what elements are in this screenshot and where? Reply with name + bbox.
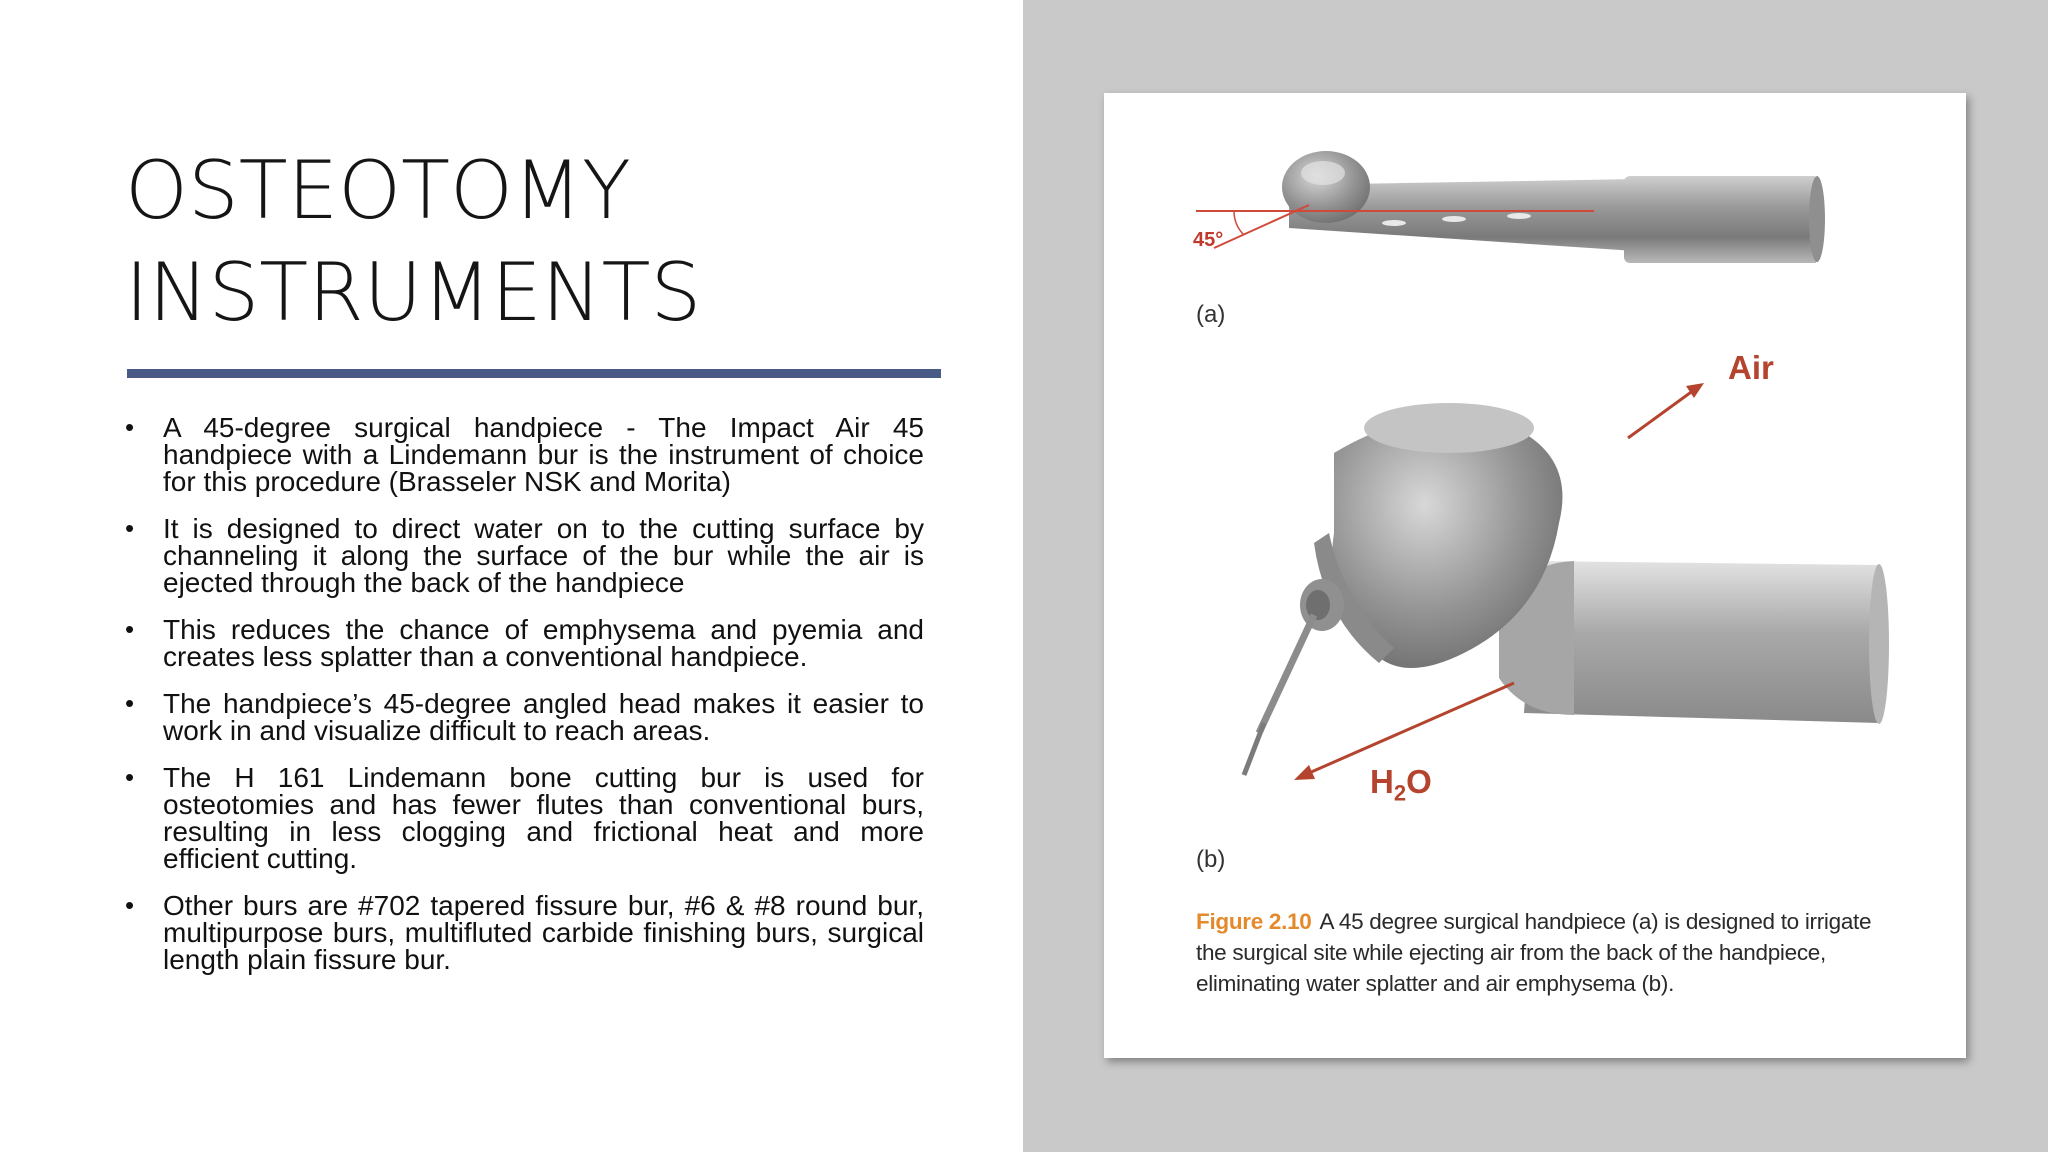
bullet-item [125,414,924,495]
figure-label-a: (a) [1196,301,1226,328]
title-line-1: OSTEOTOMY [125,144,631,237]
bullet-item [125,616,924,670]
bullet-marker: • [125,513,135,543]
bullet-text: Other burs are #702 tapered fissure bur, #6 & #8 round bur, multipurpose burs, multifluted carbide finishing burs, surgical length plain fissure bur. [163,890,924,975]
bullet-text: This reduces the chance of emphysema and pyemia and creates less splatter than a conventional handpiece. [163,614,924,672]
bullet-marker: • [125,688,135,718]
bullet-text: It is designed to direct water on to the cutting surface by channeling it along the surface of the bur while the air is ejected through the back of the handpiece [163,513,924,598]
bullet-marker: • [125,890,135,920]
figure-card [1104,93,1966,1058]
bullet-marker: • [125,762,135,792]
air-arrow [1628,383,1704,438]
figure-caption-text: A 45 degree surgical handpiece (a) is designed to irrigate the surgical site while ejecting air from the back of the handpiece, eliminating water splatter and air emphysema (b). [1196,909,1872,996]
bullet-list [125,414,924,993]
angle-label: 45° [1193,229,1224,251]
bullet-text: A 45-degree surgical handpiece - The Impact Air 45 handpiece with a Lindemann bur is the instrument of choice for this procedure (Brasseler NSK and Morita) [163,412,924,497]
bullet-marker: • [125,412,135,442]
bullet-text: The H 161 Lindemann bone cutting bur is used for osteotomies and has fewer flutes than conventional burs, resulting in less clogging and frictional heat and more efficient cutting. [163,762,924,874]
air-label: Air [1728,349,1774,386]
bullet-text: The handpiece’s 45-degree angled head makes it easier to work in and visualize difficult to reach areas. [163,688,924,746]
handpiece-a [1196,151,1825,263]
handpiece-b [1244,403,1889,775]
figure-caption-label: Figure 2.10 [1196,909,1312,934]
figure-caption [1196,906,1896,999]
title-line-2: INSTRUMENTS [125,246,702,339]
figure-label-b: (b) [1196,846,1226,873]
h2o-subscript: 2 [1393,780,1407,806]
slide-title [125,140,701,344]
bullet-item [125,515,924,596]
h2o-h: H [1370,763,1394,800]
h2o-o: O [1406,763,1432,800]
bullet-marker: • [125,614,135,644]
bullet-item [125,764,924,872]
h2o-label [1370,763,1432,807]
bullet-item [125,892,924,973]
title-divider [127,369,941,378]
bullet-item [125,690,924,744]
